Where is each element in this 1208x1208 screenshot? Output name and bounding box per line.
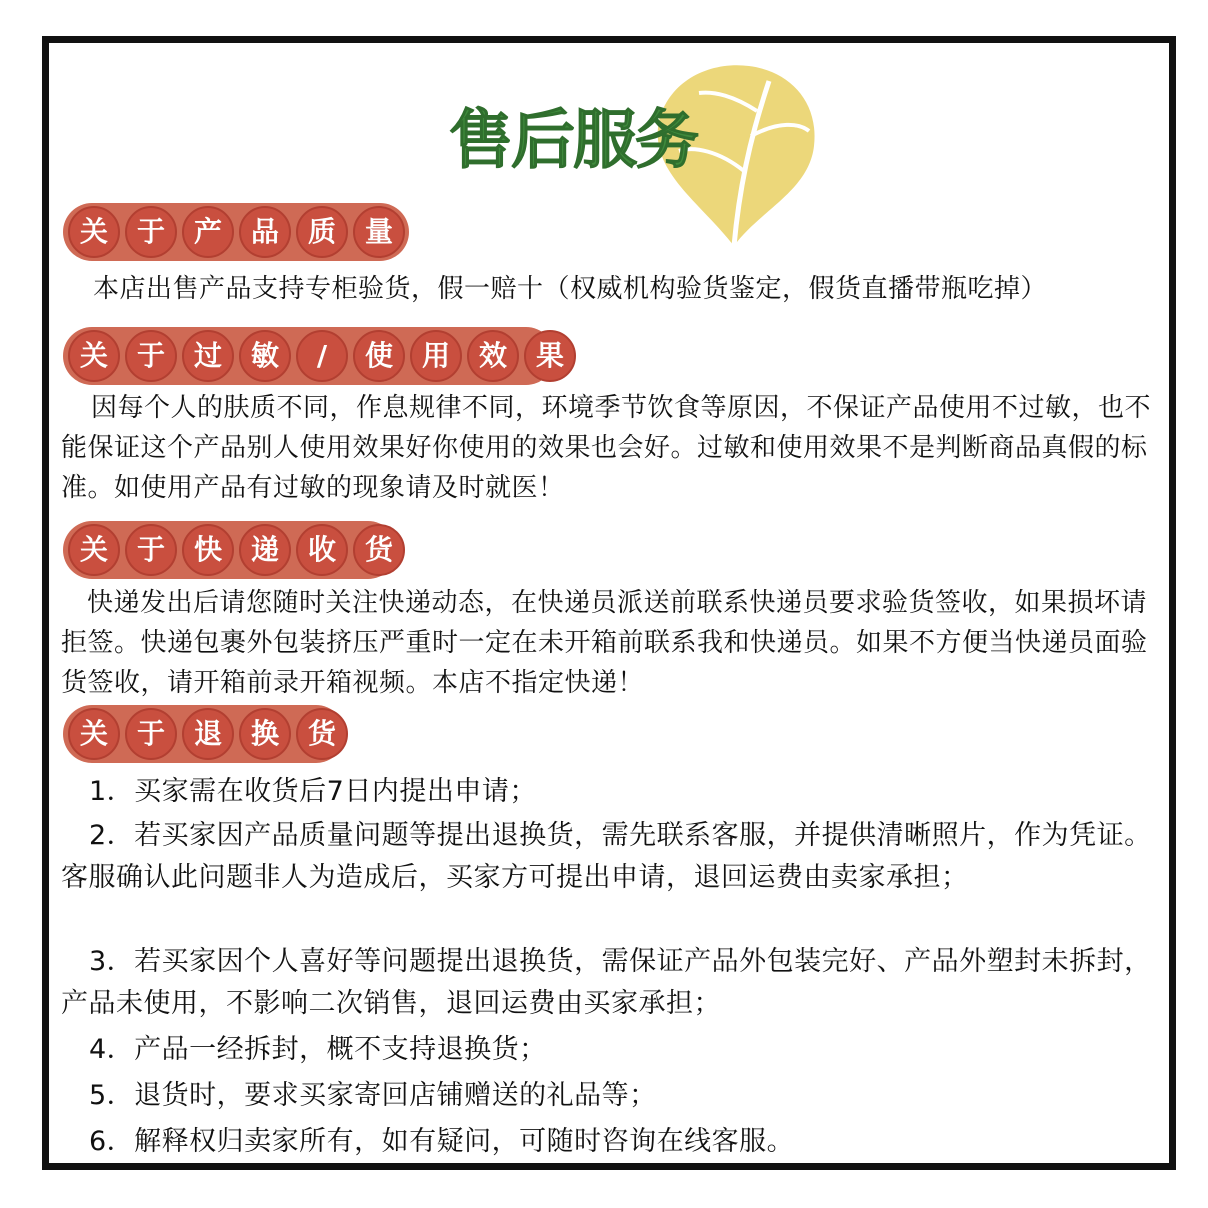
heading-char: 过 [182, 330, 234, 382]
heading-char: 用 [410, 330, 462, 382]
list-item: 4．产品一经拆封，概不支持退换货； [89, 1034, 547, 1065]
after-sales-card [42, 36, 1176, 1170]
page-title: 售后服务 [449, 104, 697, 178]
heading-char: 效 [467, 330, 519, 382]
heading-char: 产 [182, 206, 234, 258]
heading-char: 于 [125, 524, 177, 576]
heading-char: 换 [239, 708, 291, 760]
heading-char: 收 [296, 524, 348, 576]
heading-char: 使 [353, 330, 405, 382]
heading-char: 递 [239, 524, 291, 576]
section-text-allergy: 因每个人的肤质不同，作息规律不同，环境季节饮食等原因，不保证产品使用不过敏，也不能保证这个产品别人使用效果好你使用的效果也会好。过敏和使用效果不是判断商品真假的标准。如使用产品有过敏的现象请及时就医！ [61, 393, 1152, 503]
heading-char: 货 [296, 708, 348, 760]
section-heading-allergy [63, 327, 576, 385]
list-item: 6．解释权归卖家所有，如有疑问，可随时咨询在线客服。 [89, 1126, 795, 1157]
section-text-delivery: 快递发出后请您随时关注快递动态，在快递员派送前联系快递员要求验货签收，如果损坏请拒签。快递包裹外包装挤压严重时一定在未开箱前联系我和快递员。如果不方便当快递员面验货签收，请开箱前录开箱视频。本店不指定快递！ [61, 588, 1148, 698]
heading-char: 果 [524, 330, 576, 382]
heading-char: 关 [68, 330, 120, 382]
heading-char: / [296, 330, 348, 382]
section-heading-quality [63, 203, 405, 261]
heading-char: 关 [68, 708, 120, 760]
heading-char: 于 [125, 330, 177, 382]
heading-char: 关 [68, 524, 120, 576]
list-item: 2．若买家因产品质量问题等提出退换货，需先联系客服，并提供清晰照片，作为凭证。客服确认此问题非人为造成后，买家方可提出申请，退回运费由卖家承担； [61, 820, 1152, 893]
section-text-quality: 本店出售产品支持专柜验货，假一赔十（权威机构验货鉴定，假货直播带瓶吃掉） [93, 274, 1048, 304]
heading-char: 于 [125, 708, 177, 760]
heading-char: 快 [182, 524, 234, 576]
heading-char: 关 [68, 206, 120, 258]
heading-char: 质 [296, 206, 348, 258]
list-item: 3．若买家因个人喜好等问题提出退换货，需保证产品外包装完好、产品外塑封未拆封，产品未使用，不影响二次销售，退回运费由买家承担； [61, 946, 1152, 1019]
heading-char: 于 [125, 206, 177, 258]
list-item: 5．退货时，要求买家寄回店铺赠送的礼品等； [89, 1080, 657, 1111]
heading-char: 量 [353, 206, 405, 258]
heading-char: 退 [182, 708, 234, 760]
section-heading-returns [63, 705, 348, 763]
heading-char: 货 [353, 524, 405, 576]
section-heading-delivery [63, 521, 405, 579]
heading-char: 敏 [239, 330, 291, 382]
list-item: 1．买家需在收货后7日内提出申请； [89, 776, 537, 807]
heading-char: 品 [239, 206, 291, 258]
